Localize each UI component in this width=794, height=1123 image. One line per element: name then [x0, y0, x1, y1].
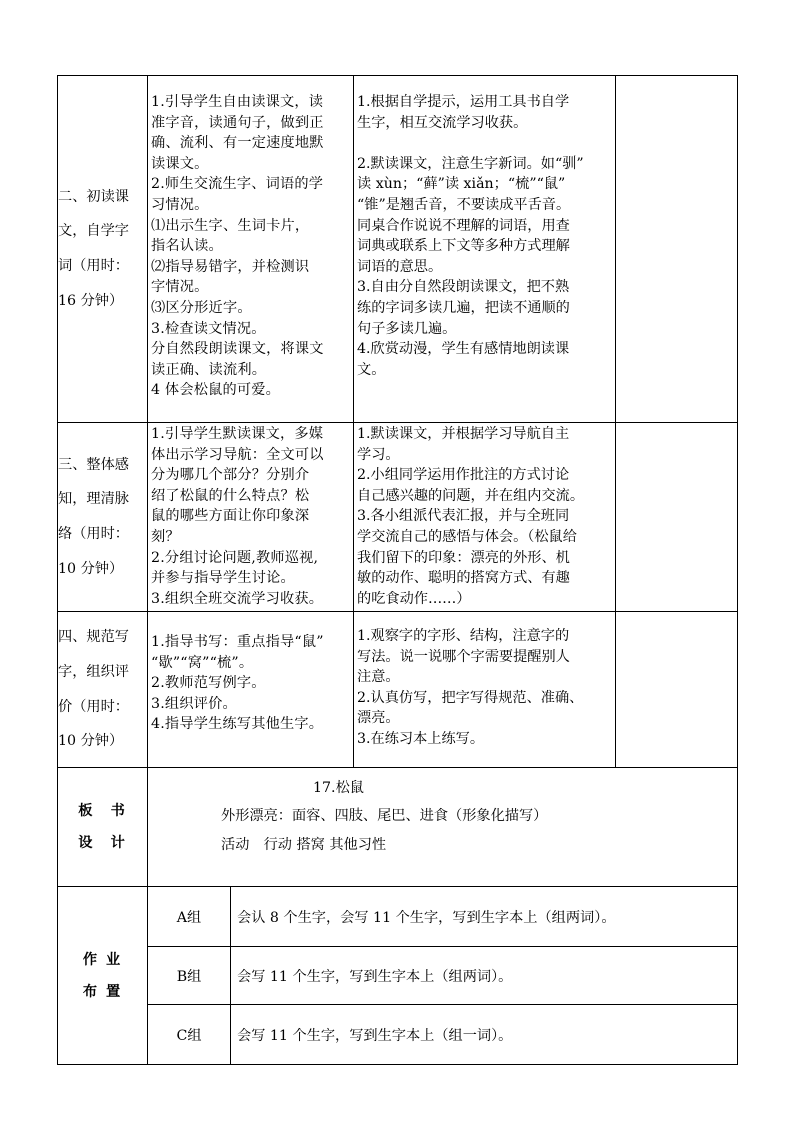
notes-cell	[616, 423, 738, 612]
teacher-activity-line: 1.引导学生默读课文，多媒	[151, 426, 324, 442]
homework-row	[58, 1005, 738, 1065]
student-activity-line: 词典或联系上下文等多种方式理解	[357, 238, 570, 255]
student-activity-line: 生字，相互交流学习收获。	[357, 114, 528, 131]
teacher-activity-line: 指名认读。	[151, 238, 223, 255]
student-activity-line: 词语的意思。	[357, 258, 443, 275]
student-activity-line: 的吃食动作……）	[357, 590, 471, 607]
teacher-activity-line: 2.教师范写例字。	[151, 675, 266, 692]
student-activity-line: 我们留下的印象：漂亮的外形、机	[357, 549, 570, 566]
stage-label-line: 四、规范写	[58, 629, 129, 646]
student-activity-line: 1.观察字的字形、结构，注意字的	[357, 628, 570, 644]
student-activity-cell	[354, 76, 616, 423]
board-design-content	[148, 768, 738, 887]
student-activity-line: 2.认真仿写，把字写得规范、准确、	[357, 689, 584, 706]
student-activity-line: 2.默读课文，注意生字新词。如“驯”	[357, 155, 584, 172]
student-activity-line: 1.根据自学提示，运用工具书自学	[357, 94, 570, 110]
stage-label-line: 络（用时：	[58, 526, 129, 543]
board-line: 外形漂亮：面容、四肢、尾巴、进食（形象化描写）	[221, 808, 548, 824]
board-label-line: 板 书	[78, 803, 127, 819]
teacher-activity-line: 字情况。	[151, 279, 209, 296]
student-activity-line: 3.自由分自然段朗读课文，把不熟	[357, 279, 570, 296]
student-activity-line: 同桌合作说说不理解的词语，用查	[357, 217, 570, 234]
teacher-activity-line: 读课文。	[151, 155, 209, 172]
teacher-activity-line: 1.引导学生自由读课文，读	[151, 94, 324, 110]
stage-row	[58, 612, 738, 768]
homework-row	[58, 887, 738, 947]
homework-group-name: B组	[148, 947, 231, 1005]
homework-group-text: 会写 11 个生字，写到生字本上（组一词）。	[231, 1005, 738, 1065]
student-activity-line: 注意。	[357, 669, 400, 686]
board-design-label	[58, 768, 148, 887]
teacher-activity-line: 2.分组讨论问题,教师巡视,	[151, 549, 319, 566]
teacher-activity-line: 准字音，读通句子，做到正	[151, 114, 324, 131]
homework-row	[58, 947, 738, 1005]
student-activity-line: 漂亮。	[357, 710, 400, 727]
teacher-activity-line: 4.指导学生练写其他生字。	[151, 716, 324, 733]
stage-label-cell	[58, 612, 148, 768]
stage-label-line: 二、初读课	[58, 188, 129, 205]
teacher-activity-line: 绍了松鼠的什么特点？松	[151, 487, 310, 504]
teacher-activity-cell	[148, 612, 354, 768]
student-activity-line: 练的字词多读几遍，把读不通顺的	[357, 299, 570, 316]
stage-label	[58, 187, 147, 312]
board-title: 17.松鼠	[313, 780, 364, 796]
student-activity-line: “锥”是翘舌音，不要读成平舌音。	[357, 196, 571, 213]
homework-label-line: 布 置	[82, 983, 123, 1000]
stage-label-line: 文，自学字	[58, 223, 129, 240]
student-activity-line: 自己感兴趣的问题，并在组内交流。	[357, 487, 585, 504]
board-line: 活动 行动 搭窝 其他习性	[221, 837, 387, 853]
stage-label-line: 字，组织评	[58, 663, 129, 680]
stage-label-cell	[58, 76, 148, 423]
lesson-plan-table	[57, 75, 738, 1065]
homework-group-name: A组	[148, 887, 231, 947]
teacher-activity-line: “歇”“窝”“梳”。	[151, 654, 254, 671]
homework-label	[58, 887, 148, 1065]
homework-group-text: 会写 11 个生字，写到生字本上（组两词）。	[231, 947, 738, 1005]
stage-label-line: 价（用时：	[58, 698, 129, 715]
stage-label-line: 10 分钟）	[58, 560, 124, 577]
stage-label-line: 知，理清脉	[58, 491, 129, 508]
teacher-activity-line: 体出示学习导航：全文可以	[151, 446, 324, 463]
stage-label	[58, 455, 147, 580]
stage-row	[58, 423, 738, 612]
stage-label-line: 三、整体感	[58, 456, 129, 473]
stage-label-line: 10 分钟）	[58, 733, 124, 750]
student-activity-line: 3.在练习本上练写。	[357, 730, 485, 747]
teacher-activity-cell	[148, 423, 354, 612]
stage-label-line: 16 分钟）	[58, 292, 124, 309]
student-activity-line: 学习。	[357, 446, 400, 463]
homework-group-name: C组	[148, 1005, 231, 1065]
teacher-activity-line: 分为哪几个部分？分别介	[151, 467, 310, 484]
stage-label-line: 词（用时：	[58, 258, 129, 275]
teacher-activity-line: 3.组织评价。	[151, 695, 237, 712]
teacher-activity-cell	[148, 76, 354, 423]
teacher-activity-line: 刻？	[151, 528, 180, 545]
student-activity-line: 3.各小组派代表汇报，并与全班同	[357, 508, 570, 525]
student-activity-line	[357, 133, 612, 154]
stage-label-cell	[58, 423, 148, 612]
student-activity-line: 2.小组同学运用作批注的方式讨论	[357, 467, 570, 484]
student-activity-line: 句子多读几遍。	[357, 320, 457, 337]
board-label-line: 设 计	[78, 835, 127, 851]
teacher-activity-line: 确、流利、有一定速度地默	[151, 135, 324, 152]
teacher-activity-line: 分自然段朗读课文，将课文	[151, 341, 324, 358]
board-design-row	[58, 768, 738, 887]
teacher-activity-line: 4 体会松鼠的可爱。	[151, 382, 281, 399]
student-activity-cell	[354, 423, 616, 612]
homework-group-text: 会认 8 个生字，会写 11 个生字，写到生字本上（组两词）。	[231, 887, 738, 947]
student-activity-line: 学交流自己的感悟与体会。（松鼠给	[357, 528, 577, 545]
stage-label	[58, 627, 147, 752]
teacher-activity-line: 并参与指导学生讨论。	[151, 570, 295, 587]
teacher-activity-line: 鼠的哪些方面让你印象深	[151, 508, 310, 525]
notes-cell	[616, 612, 738, 768]
student-activity-line: 读 xùn；“藓”读 xiǎn；“梳”“鼠”	[357, 176, 566, 193]
teacher-activity-line: 3.组织全班交流学习收获。	[151, 590, 324, 607]
teacher-activity-line: 3.检查读文情况。	[151, 320, 266, 337]
teacher-activity-line: ⑵指导易错字，并检测识	[151, 258, 310, 275]
teacher-activity-line: ⑶区分形近字。	[151, 299, 252, 316]
student-activity-cell	[354, 612, 616, 768]
homework-label-line: 作 业	[82, 951, 123, 968]
student-activity-line: 4.欣赏动漫，学生有感情地朗读课	[357, 341, 570, 358]
student-activity-line: 文。	[357, 361, 386, 378]
student-activity-line: 1.默读课文，并根据学习导航自主	[357, 426, 570, 442]
student-activity-line: 敏的动作、聪明的搭窝方式、有趣	[357, 570, 570, 587]
stage-row	[58, 76, 738, 423]
teacher-activity-line: 习情况。	[151, 196, 209, 213]
teacher-activity-line: ⑴出示生字、生词卡片，	[151, 217, 310, 234]
notes-cell	[616, 76, 738, 423]
student-activity-line: 写法。说一说哪个字需要提醒别人	[357, 648, 570, 665]
teacher-activity-line: 2.师生交流生字、词语的学	[151, 176, 324, 193]
teacher-activity-line: 读正确、读流利。	[151, 361, 267, 378]
teacher-activity-line: 1.指导书写：重点指导“鼠”	[151, 634, 324, 650]
